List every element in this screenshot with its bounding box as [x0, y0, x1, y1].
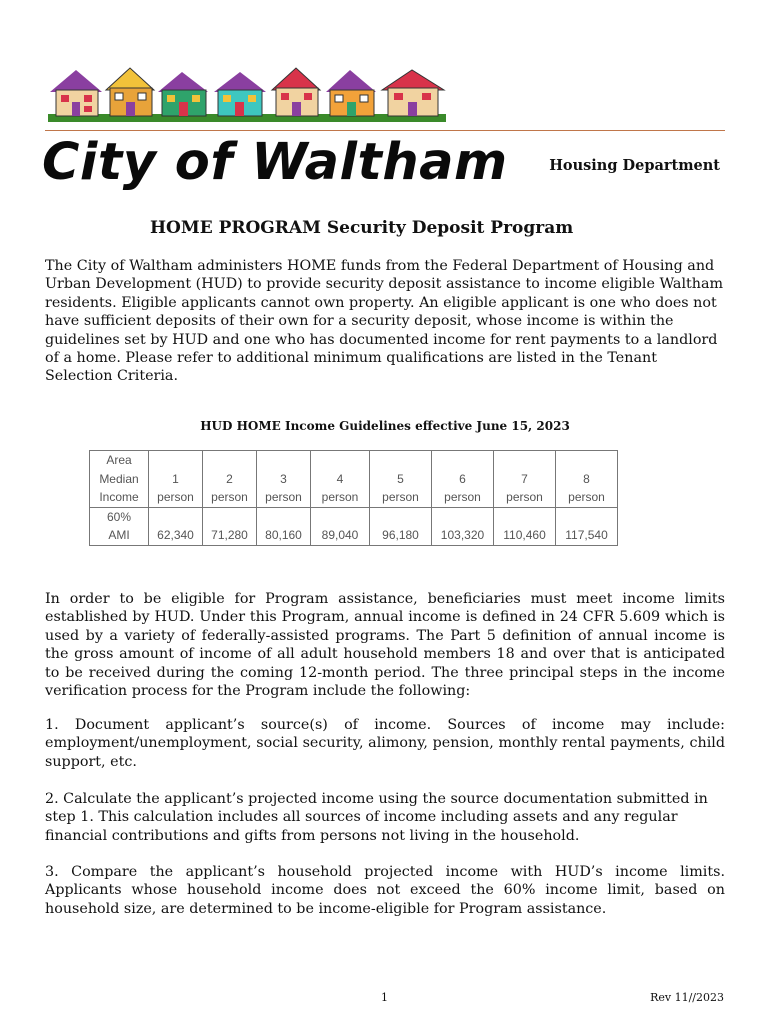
household-size: 8: [583, 471, 590, 486]
row-label-line: AMI: [108, 528, 130, 542]
household-size: 1: [172, 471, 179, 486]
income-value: 103,320: [432, 507, 494, 545]
intro-paragraph: The City of Waltham administers HOME funds from the Federal Department of Housing and Urban Development (HUD) to provide security deposit assistance to income eligible Waltham residents. Eligible applicants cannot own property. An eligible applicant is one who does not have sufficient deposits of their own for a security deposit, whose income is within the guidelines set by HUD and one who has documented income for rent payments to a landlord of a home. Please refer to additional minimum qualifications are listed in the Tenant Selection Criteria.: [45, 258, 724, 385]
household-size-cell: [257, 451, 311, 508]
document-title: HOME PROGRAM Security Deposit Program: [150, 218, 574, 238]
income-value: 80,160: [257, 507, 311, 545]
department-label: Housing Department: [549, 157, 720, 174]
income-value: 62,340: [149, 507, 203, 545]
income-value: 71,280: [203, 507, 257, 545]
household-size: 3: [280, 471, 287, 486]
household-size-cell: [432, 451, 494, 508]
person-label: person: [444, 490, 481, 504]
house-icon: [214, 72, 266, 116]
row-label-line: 60%: [106, 509, 132, 524]
person-label: person: [211, 490, 248, 504]
header-divider: [45, 130, 725, 131]
step-3-paragraph: 3. Compare the applicant’s household projected income with HUD’s income limits. Applicants whose household income does not exceed the 60% income limit, based on household size, are determined to be income-eligible for Program assistance.: [45, 864, 725, 917]
household-size: 6: [459, 471, 466, 486]
household-size: 7: [521, 471, 528, 486]
household-size: 4: [336, 471, 344, 486]
page-number: 1: [381, 991, 388, 1004]
step-2-paragraph: 2. Calculate the applicant’s projected income using the source documentation submitted in step 1. This calculation includes all sources of income including assets and any regular financial contributions and gifts from persons not living in the household.: [45, 791, 708, 844]
house-icon: [50, 70, 102, 116]
household-size: 2: [226, 471, 233, 486]
person-label: person: [157, 490, 194, 504]
table-row: [90, 507, 618, 545]
header-label-line: Income: [99, 490, 139, 504]
step-1-paragraph: 1. Document applicant’s source(s) of income. Sources of income may include: employment/unemployment, social security, alimony, pension, monthly rental payments, child support, etc.: [45, 717, 725, 770]
house-icon: [158, 72, 208, 116]
table-caption: HUD HOME Income Guidelines effective June 15, 2023: [200, 419, 570, 433]
revision-label: Rev 11//2023: [650, 991, 724, 1004]
household-size-cell: [311, 451, 370, 508]
household-size-cell: [494, 451, 556, 508]
household-size: 5: [397, 471, 404, 486]
income-value: 96,180: [370, 507, 432, 545]
income-value: 117,540: [556, 507, 618, 545]
household-size-cell: [149, 451, 203, 508]
income-value: 89,040: [311, 507, 370, 545]
header-label-line: Median: [99, 471, 139, 486]
person-label: person: [506, 490, 543, 504]
person-label: person: [265, 490, 302, 504]
houses-banner-logo: [48, 64, 446, 122]
household-size-cell: [556, 451, 618, 508]
income-value: 110,460: [494, 507, 556, 545]
header-label-line: Area: [106, 453, 132, 467]
household-size-cell: [203, 451, 257, 508]
person-label: person: [321, 490, 359, 504]
table-header-row: [90, 451, 618, 508]
household-size-cell: [370, 451, 432, 508]
house-icon: [382, 70, 444, 116]
person-label: person: [382, 490, 419, 504]
house-icon: [272, 68, 320, 116]
header-label-cell: [90, 451, 149, 508]
house-icon: [106, 68, 154, 116]
person-label: person: [568, 490, 605, 504]
income-guidelines-table: [89, 450, 618, 546]
row-label-cell: [90, 507, 149, 545]
house-icon: [326, 70, 376, 116]
city-name-heading: City of Waltham: [42, 133, 508, 192]
eligibility-paragraph: In order to be eligible for Program assistance, beneficiaries must meet income limits established by HUD. Under this Program, annual income is defined in 24 CFR 5.609 which is used by a variety of federally-assisted programs. The Part 5 definition of annual income is the gross amount of income of all adult household members 18 and over that is anticipated to be received during the coming 12-month period. The three principal steps in the income verification process for the Program include the following:: [45, 591, 725, 700]
